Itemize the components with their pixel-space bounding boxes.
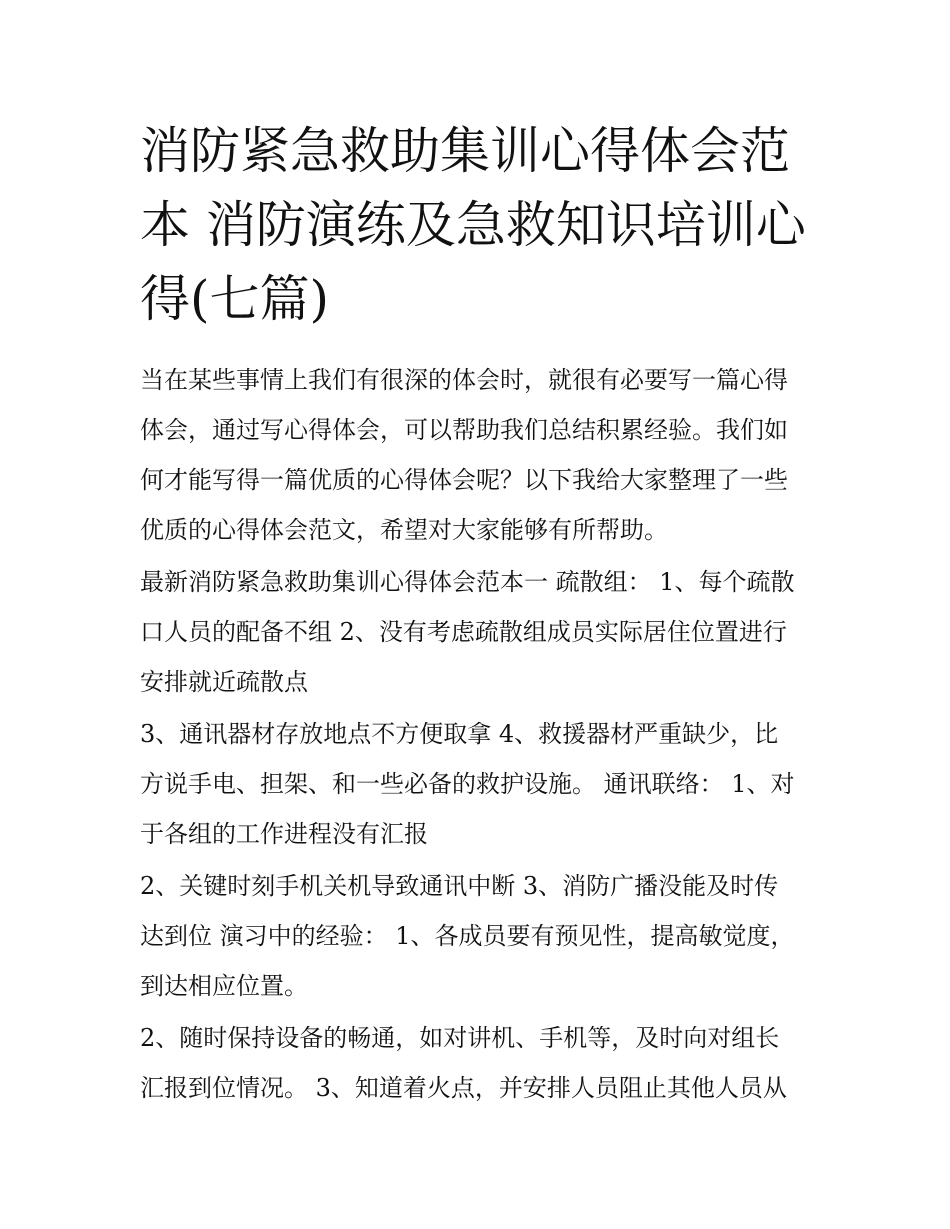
- body-line: 2、关键时刻手机关机导致通讯中断 3、消防广播没能及时传: [140, 872, 779, 900]
- body-line: 安排就近疏散点: [140, 668, 308, 696]
- body-line: 最新消防紧急救助集训心得体会范本一 疏散组： 1、每个疏散: [140, 568, 795, 596]
- title-line-3: 得(七篇): [140, 270, 330, 328]
- body-line: 达到位 演习中的经验： 1、各成员要有预见性，提高敏觉度，: [140, 922, 795, 950]
- body-line: 到达相应位置。: [140, 972, 308, 1000]
- body-line: 优质的心得体会范文，希望对大家能够有所帮助。: [140, 516, 668, 544]
- body-line: 何才能写得一篇优质的心得体会呢？以下我给大家整理了一些: [140, 466, 788, 494]
- title-line-2: 本 消防演练及急救知识培训心: [140, 196, 806, 254]
- body-line: 2、随时保持设备的畅通，如对讲机、手机等，及时向对组长: [140, 1024, 780, 1052]
- body-line: 当在某些事情上我们有很深的体会时，就很有必要写一篇心得: [140, 366, 788, 394]
- body-line: 汇报到位情况。 3、知道着火点，并安排人员阻止其他人员从: [140, 1074, 787, 1102]
- body-line: 口人员的配备不组 2、没有考虑疏散组成员实际居住位置进行: [140, 618, 787, 646]
- body-line: 体会，通过写心得体会，可以帮助我们总结积累经验。我们如: [140, 416, 788, 444]
- body-line: 方说手电、担架、和一些必备的救护设施。 通讯联络： 1、对: [140, 770, 795, 798]
- document-title: [140, 114, 830, 336]
- body-line: 于各组的工作进程没有汇报: [140, 820, 428, 848]
- title-line-1: 消防紧急救助集训心得体会范: [140, 122, 790, 180]
- body-line: 3、通讯器材存放地点不方便取拿 4、救援器材严重缺少，比: [140, 720, 779, 748]
